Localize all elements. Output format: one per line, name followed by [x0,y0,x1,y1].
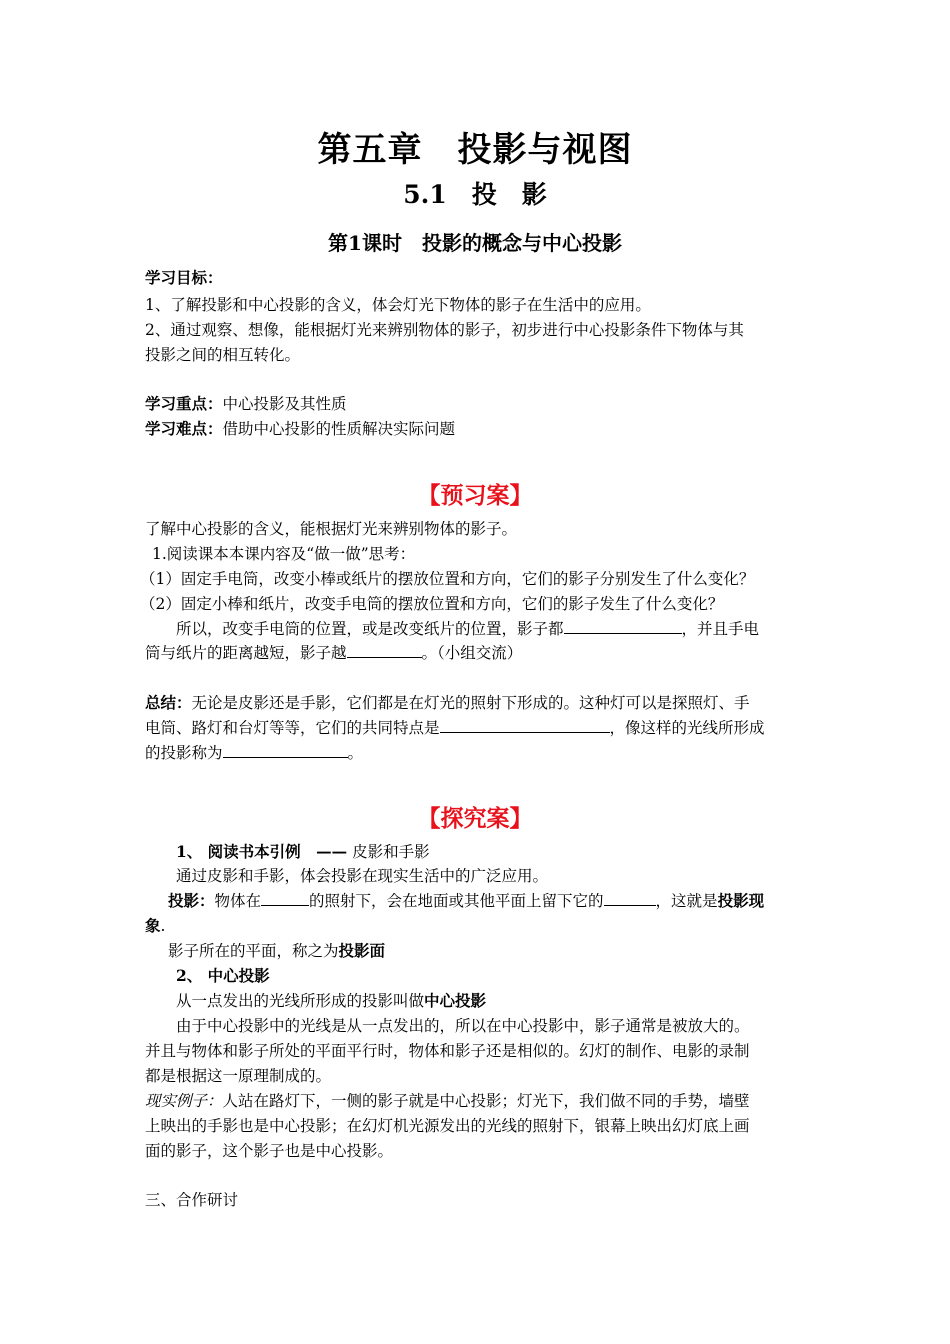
paragraph-line-2: 并且与物体和影子所处的平面平行时，物体和影子还是相似的。幻灯的制作、电影的录制 [145,1042,750,1060]
preview-heading: 【预习案】 [417,482,533,509]
section-title: 5.1 投 影 [403,180,547,209]
answer-blank[interactable] [604,891,656,906]
summary-line-3: 的投影称为 。 [145,744,364,762]
projection-definition-cont: 象. [145,916,166,935]
explore-item-1-desc: 通过皮影和手影，体会投影在现实生活中的广泛应用。 [176,867,549,885]
key-point-text: 中心投影及其性质 [222,395,347,413]
key-point-label: 学习重点： [145,394,223,413]
difficulty [145,419,455,439]
central-projection-definition: 从一点发出的光线所形成的投影叫做中心投影 [176,991,487,1010]
answer-blank[interactable] [564,619,682,634]
objective-2-cont: 投影之间的相互转化。 [145,346,301,364]
summary-line-2: 电筒、路灯和台灯等等，它们的共同特点是 ，像这样的光线所形成 [145,719,765,737]
key-point [145,394,347,414]
paragraph-line-3: 都是根据这一原理制成的。 [145,1067,332,1085]
answer-blank[interactable] [347,643,422,658]
answer-blank[interactable] [223,743,348,758]
projection-definition: 投影：物体在 的照射下，会在地面或其他平面上留下它的 ，这就是投影现 [168,891,765,910]
preview-question-1b: （2）固定小棒和纸片，改变手电筒的摆放位置和方向，它们的影子发生了什么变化？ [140,595,724,613]
lesson-title: 第1课时 投影的概念与中心投影 [328,231,622,255]
answer-blank[interactable] [440,718,610,733]
paragraph-line-1: 由于中心投影中的光线是从一点发出的，所以在中心投影中，影子通常是被放大的。 [176,1017,750,1035]
difficulty-text: 借助中心投影的性质解决实际问题 [222,420,456,438]
example-line-2: 上映出的手影也是中心投影；在幻灯机光源发出的光线的照射下，银幕上映出幻灯底上画 [145,1117,750,1135]
preview-intro: 了解中心投影的含义，能根据灯光来辨别物体的影子。 [145,520,518,538]
preview-question-1a: （1）固定手电筒，改变小棒或纸片的摆放位置和方向，它们的影子分别发生了什么变化？ [140,570,755,588]
summary-line-1: 总结：无论是皮影还是手影，它们都是在灯光的照射下形成的。这种灯可以是探照灯、手 [145,693,750,712]
answer-blank[interactable] [261,891,309,906]
chapter-title: 第五章 投影与视图 [317,130,633,170]
objective-2: 2、通过观察、想像，能根据灯光来辨别物体的影子，初步进行中心投影条件下物体与其 [145,321,744,339]
section-3-heading: 三、合作研讨 [145,1191,239,1209]
explore-heading: 【探究案】 [417,805,533,832]
objectives-label: 学习目标： [145,268,223,287]
example-line-1: 现实例子：人站在路灯下，一侧的影子就是中心投影；灯光下，我们做不同的手势，墙壁 [145,1092,750,1110]
preview-question-1: 1.阅读课本本课内容及“做一做”思考： [152,545,416,563]
preview-fill-line-1: 所以，改变手电筒的位置，或是改变纸片的位置，影子都 ，并且手电 [176,620,760,638]
objective-1: 1、了解投影和中心投影的含义，体会灯光下物体的影子在生活中的应用。 [145,296,651,314]
summary-label: 总结： [145,693,192,712]
projection-plane: 影子所在的平面，称之为投影面 [168,941,386,960]
preview-fill-line-2: 筒与纸片的距离越短，影子越 。（小组交流） [145,644,523,662]
difficulty-label: 学习难点： [145,419,223,438]
explore-item-2: 2、 中心投影 [176,966,270,985]
example-line-3: 面的影子，这个影子也是中心投影。 [145,1142,394,1160]
explore-item-1: 1、 阅读书本引例 —— 皮影和手影 [176,842,430,861]
